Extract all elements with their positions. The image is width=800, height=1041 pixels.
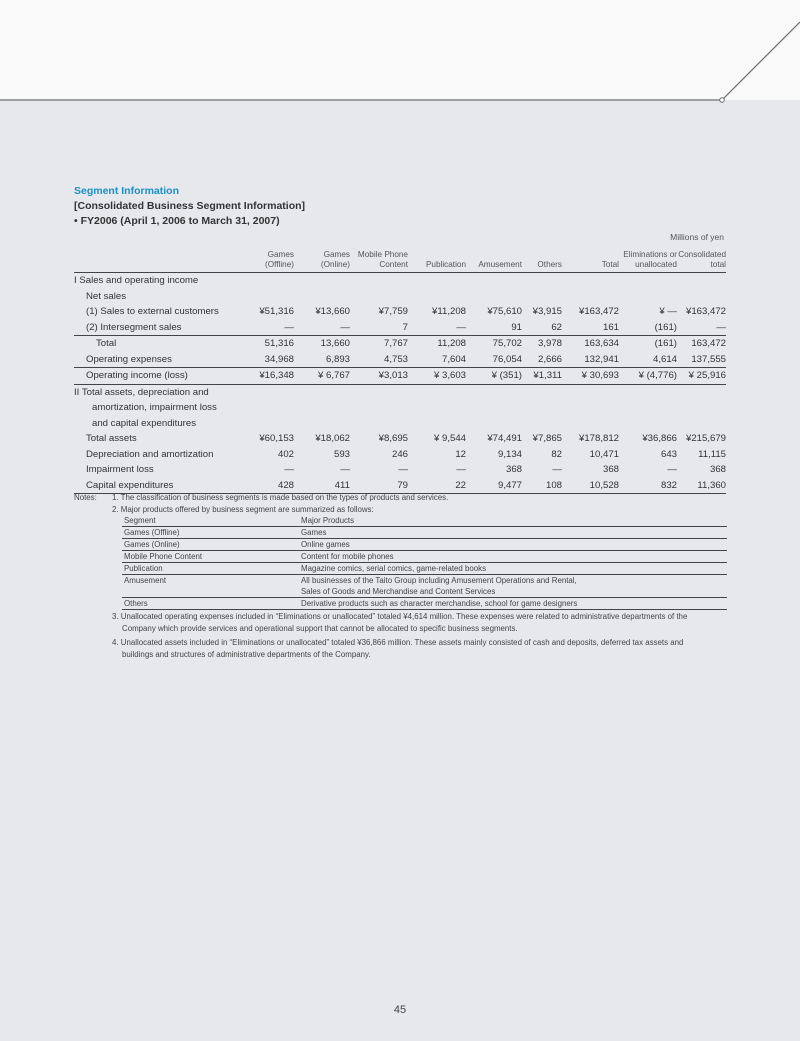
table-row bbox=[74, 304, 726, 320]
column-header: Consolidated total bbox=[677, 248, 726, 273]
value-cell: ¥7,759 bbox=[378, 306, 408, 317]
value-cell: 4,753 bbox=[350, 352, 408, 368]
notes-lead: Notes: bbox=[74, 493, 97, 502]
table-header-row bbox=[74, 248, 726, 273]
value-cell: ¥3,915 bbox=[532, 306, 562, 317]
value-cell: 7 bbox=[350, 320, 408, 336]
table-row bbox=[74, 384, 726, 400]
section-label: amortization, impairment loss bbox=[92, 402, 217, 413]
value-cell: 91 bbox=[466, 320, 522, 336]
value-cell: ¥178,812 bbox=[578, 433, 619, 444]
value-cell: 108 bbox=[522, 478, 562, 494]
table-row bbox=[74, 416, 726, 432]
value-cell: 7,604 bbox=[408, 352, 466, 368]
note-1: Notes: 1. The classification of business segments is made based on the types of products and services. bbox=[74, 493, 449, 502]
column-header: Eliminations or unallocated bbox=[619, 248, 677, 273]
value-cell: 2,666 bbox=[522, 352, 562, 368]
note-3: 3. Unallocated operating expenses included in “Eliminations or unallocated” totaled ¥4,614 million. These expenses were related to administrative departments of the Company which provide services and operational support that cannot be allocated to specific business segments. bbox=[112, 612, 688, 633]
value-cell: 428 bbox=[234, 478, 294, 494]
section-label: II Total assets, depreciation and bbox=[74, 386, 209, 398]
products-table bbox=[122, 515, 727, 610]
value-cell: 132,941 bbox=[562, 352, 619, 368]
value-cell: ¥18,062 bbox=[315, 433, 350, 444]
unit-label: Millions of yen bbox=[670, 232, 724, 242]
value-cell: 7,767 bbox=[383, 338, 408, 349]
value-cell: ¥60,153 bbox=[259, 433, 294, 444]
value-cell: — bbox=[294, 320, 350, 336]
value-cell: 163,634 bbox=[584, 338, 619, 349]
value-cell: 11,208 bbox=[437, 338, 466, 349]
value-cell: ¥51,316 bbox=[259, 306, 294, 317]
value-cell: 82 bbox=[551, 448, 562, 460]
value-cell: 643 bbox=[660, 448, 677, 460]
row-label: Operating expenses bbox=[74, 352, 234, 368]
value-cell: — bbox=[284, 464, 294, 475]
value-cell: 137,555 bbox=[677, 352, 726, 368]
products-header-row: Segment Major Products bbox=[122, 515, 727, 527]
value-cell: 22 bbox=[408, 478, 466, 494]
value-cell: 12 bbox=[455, 448, 466, 460]
section-label: I Sales and operating income bbox=[74, 275, 199, 286]
value-cell: — bbox=[667, 464, 677, 475]
value-cell: 34,968 bbox=[234, 352, 294, 368]
value-cell: 9,477 bbox=[466, 478, 522, 494]
row-label: Depreciation and amortization bbox=[86, 448, 214, 460]
note-4: 4. Unallocated assets included in “Eliminations or unallocated” totaled ¥36,866 million. These assets mainly consisted of cash and deposits, deferred tax assets and buildings and structures of administrative departments of the Company. bbox=[112, 638, 684, 659]
row-label: Total bbox=[96, 338, 117, 349]
value-cell: — bbox=[677, 320, 726, 336]
value-cell: ¥163,472 bbox=[685, 306, 726, 317]
product-segment bbox=[122, 586, 299, 598]
product-description: Online games bbox=[299, 539, 727, 551]
value-cell: 9,134 bbox=[497, 448, 522, 460]
value-cell: ¥11,208 bbox=[432, 306, 466, 317]
value-cell: 246 bbox=[391, 448, 408, 460]
value-cell: 593 bbox=[333, 448, 350, 460]
column-header: Amusement bbox=[466, 248, 522, 273]
value-cell: 3,978 bbox=[537, 338, 562, 349]
section-title: Segment Information bbox=[74, 185, 180, 197]
row-label: Operating income (loss) bbox=[74, 368, 234, 385]
value-cell: 411 bbox=[294, 478, 350, 494]
value-cell: ¥3,013 bbox=[350, 368, 408, 385]
value-cell: 51,316 bbox=[264, 338, 294, 349]
row-label: Impairment loss bbox=[86, 464, 154, 475]
value-cell: (161) bbox=[654, 338, 677, 349]
value-cell: 62 bbox=[522, 320, 562, 336]
table-row bbox=[74, 336, 726, 352]
row-label: (1) Sales to external customers bbox=[86, 306, 219, 317]
value-cell: ¥ (4,776) bbox=[619, 368, 677, 385]
product-segment: Amusement bbox=[124, 576, 167, 585]
value-cell: 13,660 bbox=[320, 338, 350, 349]
value-cell: ¥16,348 bbox=[234, 368, 294, 385]
column-header: Total bbox=[562, 248, 619, 273]
value-cell: ¥ (351) bbox=[466, 368, 522, 385]
table-row bbox=[74, 431, 726, 447]
value-cell: ¥ 25,916 bbox=[677, 368, 726, 385]
value-cell: 76,054 bbox=[466, 352, 522, 368]
value-cell: 161 bbox=[562, 320, 619, 336]
note-2: 2. Major products offered by business segment are summarized as follows: bbox=[112, 504, 374, 514]
value-cell: 4,614 bbox=[619, 352, 677, 368]
value-cell: 11,360 bbox=[677, 478, 726, 494]
value-cell: 368 bbox=[505, 464, 522, 475]
column-header: Others bbox=[522, 248, 562, 273]
product-description: All businesses of the Taito Group including Amusement Operations and Rental, bbox=[301, 576, 577, 585]
value-cell: 6,893 bbox=[294, 352, 350, 368]
value-cell: 163,472 bbox=[691, 338, 726, 349]
value-cell: 10,471 bbox=[589, 448, 619, 460]
header-label-cell bbox=[74, 248, 234, 273]
value-cell: ¥75,610 bbox=[487, 306, 522, 317]
section-label: and capital expenditures bbox=[92, 417, 197, 429]
products-row bbox=[122, 563, 727, 575]
value-cell: — bbox=[552, 464, 562, 475]
value-cell: 11,115 bbox=[698, 448, 726, 460]
section-heading bbox=[74, 184, 305, 229]
products-row bbox=[122, 539, 727, 551]
table-row bbox=[74, 289, 726, 305]
table-row bbox=[74, 273, 726, 289]
value-cell: ¥ — bbox=[659, 306, 677, 317]
row-label: Total assets bbox=[86, 433, 137, 444]
value-cell: 75,702 bbox=[492, 338, 522, 349]
value-cell: — bbox=[234, 320, 294, 336]
value-cell: 368 bbox=[602, 464, 619, 475]
product-segment: Games (Offline) bbox=[122, 527, 299, 539]
value-cell: ¥ 30,693 bbox=[562, 368, 619, 385]
value-cell: ¥ 9,544 bbox=[433, 433, 466, 444]
products-row bbox=[122, 575, 727, 587]
value-cell: 368 bbox=[709, 464, 726, 475]
products-row bbox=[122, 551, 727, 563]
value-cell: ¥ 6,767 bbox=[294, 368, 350, 385]
column-header: Games (Online) bbox=[294, 248, 350, 273]
corner-decoration bbox=[0, 0, 800, 110]
value-cell: ¥7,865 bbox=[532, 433, 562, 444]
product-segment: Others bbox=[122, 598, 299, 610]
value-cell: 10,528 bbox=[562, 478, 619, 494]
column-header: Games (Offline) bbox=[234, 248, 294, 273]
section-subtitle: [Consolidated Business Segment Information] bbox=[74, 200, 306, 212]
table-row bbox=[74, 462, 726, 478]
product-segment: Mobile Phone Content bbox=[122, 551, 299, 563]
segment-table bbox=[74, 248, 726, 494]
value-cell: ¥ 3,603 bbox=[408, 368, 466, 385]
value-cell: ¥8,695 bbox=[378, 433, 408, 444]
product-segment: Games (Online) bbox=[122, 539, 299, 551]
products-row bbox=[122, 527, 727, 539]
notes bbox=[74, 492, 734, 660]
product-description: Magazine comics, serial comics, game-related books bbox=[299, 563, 727, 575]
products-row bbox=[122, 598, 727, 610]
value-cell: — bbox=[340, 464, 350, 475]
row-label: Net sales bbox=[86, 290, 126, 302]
value-cell: ¥74,491 bbox=[487, 433, 522, 444]
value-cell: ¥163,472 bbox=[578, 306, 619, 317]
value-cell: 402 bbox=[277, 448, 294, 460]
product-description: Sales of Goods and Merchandise and Content Services bbox=[299, 586, 727, 598]
table-row bbox=[74, 447, 726, 463]
value-cell: — bbox=[408, 320, 466, 336]
table-row bbox=[74, 320, 726, 336]
row-label: (2) Intersegment sales bbox=[74, 320, 234, 336]
product-segment: Publication bbox=[122, 563, 299, 575]
value-cell: — bbox=[398, 464, 408, 475]
value-cell: ¥215,679 bbox=[685, 433, 726, 444]
section-period: • FY2006 (April 1, 2006 to March 31, 2007) bbox=[74, 215, 280, 227]
value-cell: ¥13,660 bbox=[315, 306, 350, 317]
column-header: Mobile Phone Content bbox=[350, 248, 408, 273]
table-row bbox=[74, 352, 726, 368]
value-cell: ¥36,866 bbox=[642, 433, 677, 444]
table-row bbox=[74, 368, 726, 385]
value-cell: 832 bbox=[619, 478, 677, 494]
product-description: Content for mobile phones bbox=[299, 551, 727, 563]
product-description: Derivative products such as character merchandise, school for game designers bbox=[299, 598, 727, 610]
products-row bbox=[122, 586, 727, 598]
value-cell: (161) bbox=[619, 320, 677, 336]
product-description: Games bbox=[299, 527, 727, 539]
column-header: Publication bbox=[408, 248, 466, 273]
value-cell: 79 bbox=[350, 478, 408, 494]
table-row bbox=[74, 400, 726, 416]
value-cell: — bbox=[456, 464, 466, 475]
row-label: Capital expenditures bbox=[74, 478, 234, 494]
value-cell: ¥1,311 bbox=[522, 368, 562, 385]
page-number: 45 bbox=[393, 1004, 407, 1016]
